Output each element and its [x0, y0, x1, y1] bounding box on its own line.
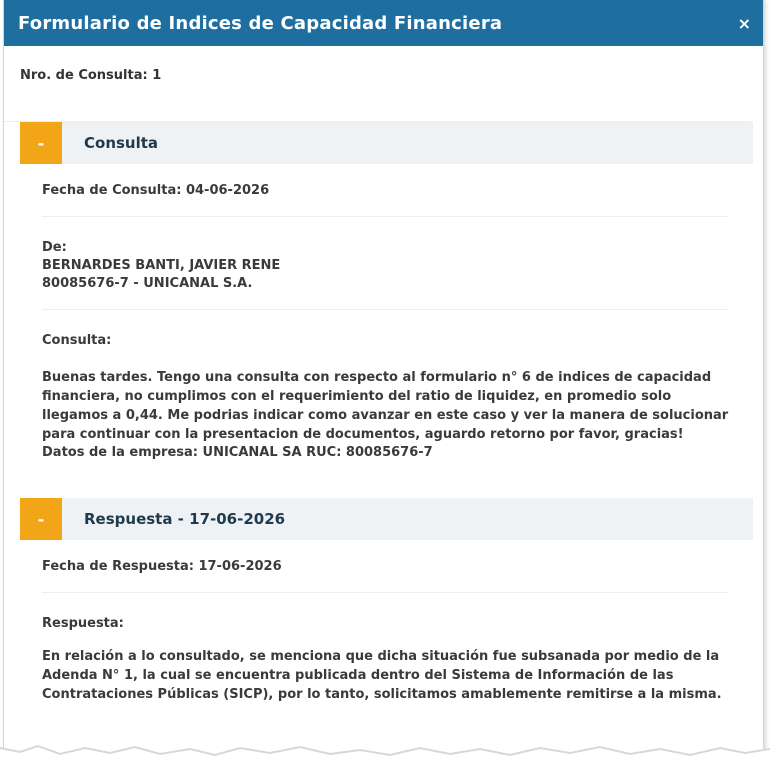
respuesta-body — [42, 593, 729, 720]
torn-edge — [0, 730, 770, 770]
collapse-consulta-button[interactable]: - — [20, 122, 62, 164]
from-company: 80085676-7 - UNICANAL S.A. — [42, 276, 253, 291]
dialog-title: Formulario de Indices de Capacidad Financiera — [18, 12, 503, 34]
inquiry-dialog — [3, 0, 764, 770]
consulta-body — [42, 310, 729, 478]
consulta-label: Consulta: — [42, 333, 112, 348]
consulta-number: Nro. de Consulta: 1 — [4, 46, 751, 122]
consulta-section-title: Consulta — [84, 134, 159, 152]
from-name: BERNARDES BANTI, JAVIER RENE — [42, 258, 281, 273]
respuesta-section-header — [20, 498, 753, 540]
respuesta-section-title: Respuesta - 17-06-2026 — [84, 510, 286, 528]
respuesta-date: Fecha de Respuesta: 17-06-2026 — [42, 540, 729, 593]
respuesta-label: Respuesta: — [42, 616, 124, 631]
close-icon[interactable]: × — [737, 13, 751, 33]
consulta-date: Fecha de Consulta: 04-06-2026 — [42, 164, 729, 217]
consulta-text: Buenas tardes. Tengo una consulta con respecto al formulario n° 6 de indices de capacidad financiera, no cumplimos con el requerimiento del ratio de liquidez, en promedio solo llegamos a 0,44. Me podrias indicar como avanzar en este caso y ver la manera de solucionar para continuar con la presentacion de documentos, aguardo retorno por favor, gracias! — [42, 370, 729, 442]
respuesta-text: En relación a lo consultado, se menciona que dicha situación fue subsanada por medio de la Adenda N° 1, la cual se encuentra publicada dentro del Sistema de Información de las Contrataciones Públicas (SICP), por lo tanto, solicitamos amablemente remitirse a la misma. — [42, 649, 722, 702]
consulta-section-header — [20, 122, 753, 164]
from-label: De: — [42, 240, 67, 255]
collapse-respuesta-button[interactable]: - — [20, 498, 62, 540]
consulta-company-data: Datos de la empresa: UNICANAL SA RUC: 80085676-7 — [42, 445, 433, 460]
dialog-titlebar — [4, 0, 763, 46]
consulta-from — [42, 217, 729, 310]
